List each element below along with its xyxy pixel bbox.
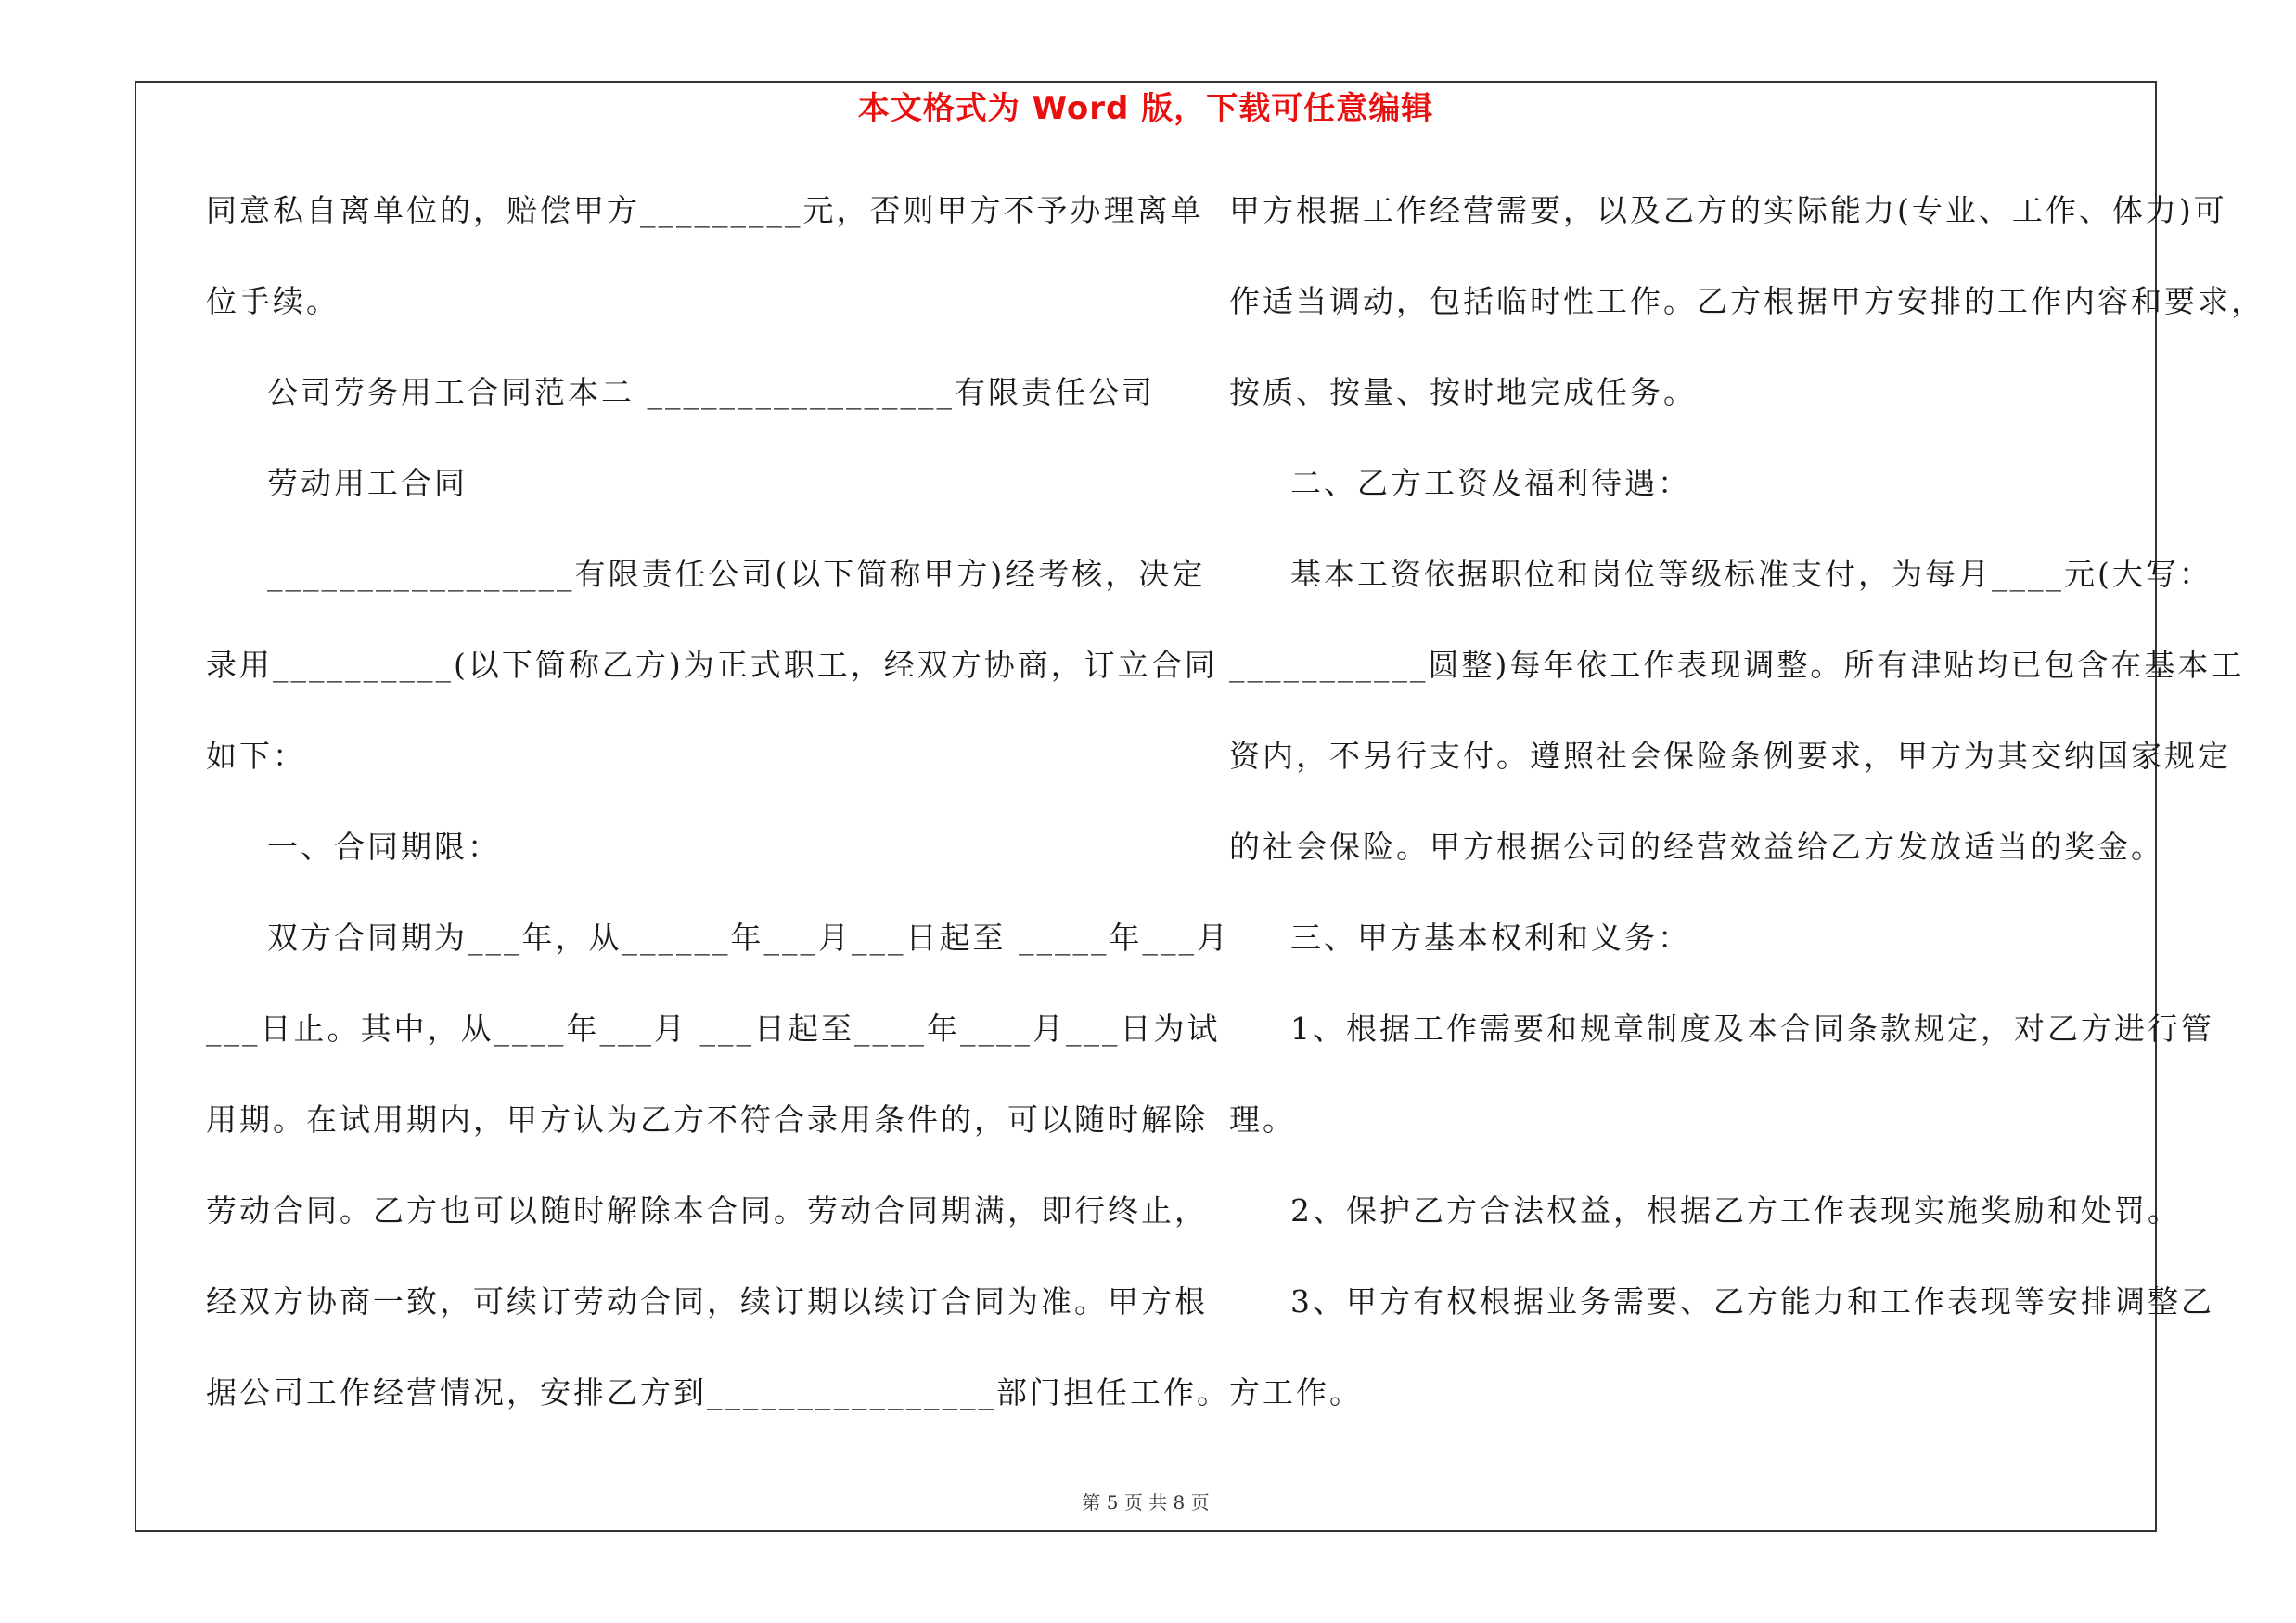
text-line: 基本工资依据职位和岗位等级标准支付，为每月____元(大写： [1290, 556, 2213, 592]
section-heading: 二、乙方工资及福利待遇： [1290, 465, 1691, 501]
text-line: 公司劳务用工合同范本二 _________________有限责任公司 [267, 374, 1155, 410]
text-line: 按质、按量、按时地完成任务。 [1229, 374, 1697, 410]
text-line: 据公司工作经营情况，安排乙方到________________部门担任工作。 [206, 1374, 1230, 1410]
text-line: 经双方协商一致，可续订劳动合同，续订期以续订合同为准。甲方根 [206, 1283, 1208, 1320]
text-line: 2、保护乙方合法权益，根据乙方工作表现实施奖励和处罚。 [1290, 1192, 2181, 1229]
text-line: 理。 [1229, 1101, 1296, 1138]
text-line: 位手续。 [206, 283, 340, 319]
text-line: 同意私自离单位的，赔偿甲方_________元，否则甲方不予办理离单 [206, 192, 1204, 228]
page-number: 第 5 页 共 8 页 [1082, 1491, 1210, 1514]
text-line: ___________圆整)每年依工作表现调整。所有津贴均已包含在基本工 [1229, 647, 2245, 683]
format-banner: 本文格式为 Word 版，下载可任意编辑 [857, 90, 1434, 127]
text-line: 如下： [206, 738, 306, 774]
text-line: 双方合同期为___年，从______年___月___日起至 _____年___月 [267, 920, 1230, 956]
text-line: 劳动合同。乙方也可以随时解除本合同。劳动合同期满，即行终止， [206, 1192, 1208, 1229]
text-line: 用期。在试用期内，甲方认为乙方不符合录用条件的，可以随时解除 [206, 1101, 1208, 1138]
right-column [1229, 183, 2264, 1456]
text-line: 3、甲方有权根据业务需要、乙方能力和工作表现等安排调整乙 [1290, 1283, 2214, 1320]
section-heading: 一、合同期限： [267, 829, 501, 865]
text-line: 的社会保险。甲方根据公司的经营效益给乙方发放适当的奖金。 [1229, 829, 2164, 865]
text-line: 1、根据工作需要和规章制度及本合同条款规定，对乙方进行管 [1290, 1011, 2214, 1047]
left-column [206, 183, 1230, 1456]
section-heading: 三、甲方基本权利和义务： [1290, 920, 1691, 956]
text-line: ___日止。其中，从____年___月 ___日起至____年____月___日为试 [206, 1011, 1221, 1047]
text-line: 作适当调动，包括临时性工作。乙方根据甲方安排的工作内容和要求， [1229, 283, 2264, 319]
text-line: _________________有限责任公司(以下简称甲方)经考核，决定 [267, 556, 1206, 592]
text-line: 录用__________(以下简称乙方)为正式职工，经双方协商，订立合同 [206, 647, 1218, 683]
text-line: 劳动用工合同 [267, 465, 468, 501]
text-line: 甲方根据工作经营需要，以及乙方的实际能力(专业、工作、体力)可 [1229, 192, 2227, 228]
text-line: 方工作。 [1229, 1374, 1363, 1410]
text-line: 资内，不另行支付。遵照社会保险条例要求，甲方为其交纳国家规定 [1229, 738, 2231, 774]
